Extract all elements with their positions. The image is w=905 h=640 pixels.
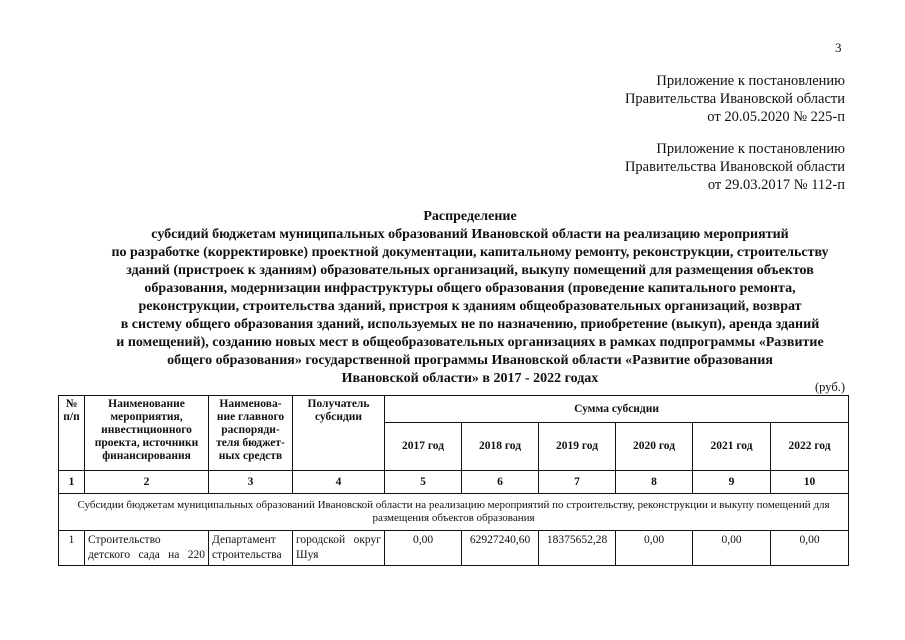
header-year: 2018 год bbox=[462, 423, 539, 471]
row-value-2022: 0,00 bbox=[771, 531, 849, 566]
row-name-line: Строительство bbox=[88, 534, 161, 546]
appendix-line: Правительства Ивановской области bbox=[624, 91, 845, 107]
appendix-line: от 20.05.2020 № 225-п bbox=[707, 109, 845, 125]
header-num: № п/п bbox=[59, 396, 85, 471]
header-year: 2021 год bbox=[693, 423, 771, 471]
title-line: Ивановской области» в 2017 - 2022 годах bbox=[341, 371, 599, 386]
header-name: Наименование мероприятия, инвестиционного проекта, источники финансирования bbox=[85, 396, 209, 471]
title-line: субсидий бюджетам муниципальных образований Ивановской области на реализацию мероприятий bbox=[151, 227, 789, 242]
row-name bbox=[85, 531, 209, 566]
column-number: 3 bbox=[209, 471, 293, 494]
row-num: 1 bbox=[59, 531, 85, 566]
title-line: общего образования» государственной программы Ивановской области «Развитие образования bbox=[167, 353, 773, 368]
appendix-line: Правительства Ивановской области bbox=[624, 159, 845, 175]
header-year: 2022 год bbox=[771, 423, 849, 471]
header-row bbox=[59, 396, 849, 423]
title-line: и помещений), созданию новых мест в общеобразовательных организациях в рамках подпрограммы «Развитие bbox=[116, 335, 824, 350]
header-admin: Наименова-ние главного распоряди-теля бюджет-ных средств bbox=[209, 396, 293, 471]
section-title: Субсидии бюджетам муниципальных образований Ивановской области на реализацию мероприятий по строительству, реконструкции и выкупу помещений для размещения объектов образования bbox=[59, 494, 849, 531]
row-admin bbox=[209, 531, 293, 566]
header-year: 2020 год bbox=[616, 423, 693, 471]
row-name-line: детского сада на 220 bbox=[88, 549, 205, 561]
appendix-line: от 29.03.2017 № 112-п bbox=[707, 177, 845, 193]
column-number: 1 bbox=[59, 471, 85, 494]
column-number: 4 bbox=[293, 471, 385, 494]
table-row bbox=[59, 531, 849, 566]
title-line: образования, модернизации инфраструктуры общего образования (проведение капитального ремонта, bbox=[144, 281, 796, 296]
header-sum: Сумма субсидии bbox=[385, 396, 849, 423]
row-value-2021: 0,00 bbox=[693, 531, 771, 566]
column-number: 5 bbox=[385, 471, 462, 494]
unit-label: (руб.) bbox=[815, 380, 845, 394]
column-number: 7 bbox=[539, 471, 616, 494]
row-recipient-line: городской округ bbox=[296, 534, 381, 546]
appendix-note-2020 bbox=[625, 72, 845, 126]
column-number: 2 bbox=[85, 471, 209, 494]
row-admin-line: строительства bbox=[212, 549, 282, 561]
column-number: 9 bbox=[693, 471, 771, 494]
appendix-line: Приложение к постановлению bbox=[656, 141, 845, 157]
column-numbers-row bbox=[59, 471, 849, 494]
document-title bbox=[40, 208, 900, 388]
appendix-note-2017 bbox=[625, 140, 845, 194]
row-value-2020: 0,00 bbox=[616, 531, 693, 566]
title-line: по разработке (корректировке) проектной документации, капитальному ремонту, реконструкции, строительству bbox=[111, 245, 829, 260]
column-number: 6 bbox=[462, 471, 539, 494]
title-heading: Распределение bbox=[423, 209, 517, 224]
row-recipient-line: Шуя bbox=[296, 549, 319, 561]
section-row bbox=[59, 494, 849, 531]
page-number: 3 bbox=[835, 40, 842, 55]
row-value-2018: 62927240,60 bbox=[462, 531, 539, 566]
appendix-line: Приложение к постановлению bbox=[656, 73, 845, 89]
subsidy-table bbox=[58, 395, 849, 566]
title-line: зданий (пристроек к зданиям) образовательных организаций, выкупу помещений для размещения объектов bbox=[126, 263, 814, 278]
title-line: в систему общего образования зданий, используемых не по назначению, приобретение (выкуп), аренда зданий bbox=[120, 317, 820, 332]
column-number: 10 bbox=[771, 471, 849, 494]
header-year: 2017 год bbox=[385, 423, 462, 471]
header-recipient: Получатель субсидии bbox=[293, 396, 385, 471]
row-value-2019: 18375652,28 bbox=[539, 531, 616, 566]
row-value-2017: 0,00 bbox=[385, 531, 462, 566]
title-line: реконструкции, строительства зданий, пристроя к зданиям общеобразовательных организаций, возврат bbox=[138, 299, 802, 314]
row-recipient bbox=[293, 531, 385, 566]
row-admin-line: Департамент bbox=[212, 534, 276, 546]
header-year: 2019 год bbox=[539, 423, 616, 471]
column-number: 8 bbox=[616, 471, 693, 494]
